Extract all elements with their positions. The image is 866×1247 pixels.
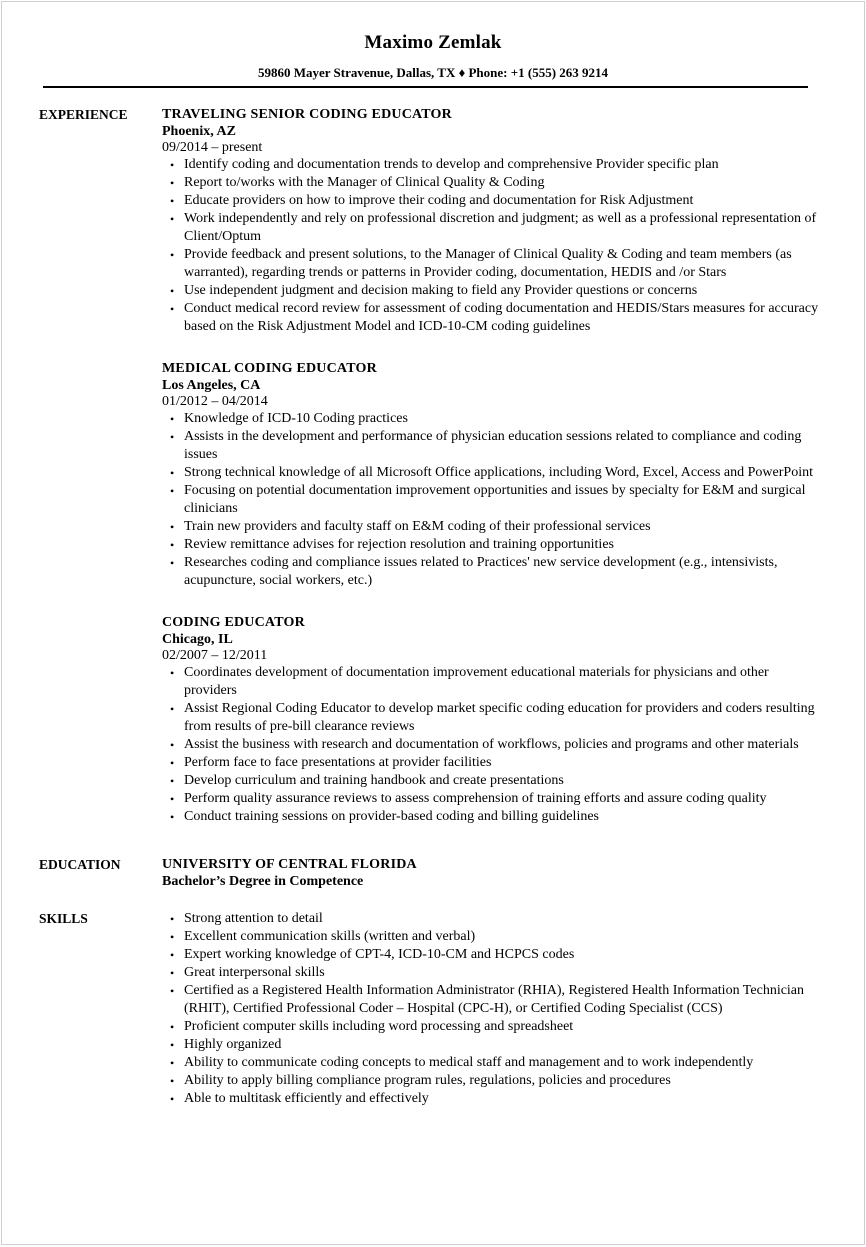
list-item: • Expert working knowledge of CPT-4, ICD-10-CM and HCPCS codes [162, 946, 824, 964]
list-item: • Focusing on potential documentation improvement opportunities and issues by specialty for E&M and surgical clinicians [162, 482, 824, 518]
school-name: UNIVERSITY OF CENTRAL FLORIDA [162, 857, 417, 872]
list-item: • Perform face to face presentations at provider facilities [162, 754, 824, 772]
contact-line: 59860 Mayer Stravenue, Dallas, TX ♦ Phone: +1 (555) 263 9214 [257, 65, 609, 80]
job-entry [162, 614, 824, 826]
list-item: • Certified as a Registered Health Information Administrator (RHIA), Registered Health Information Technician (RHIT), Certified Professional Coder – Hospital (CPC-H), or Certified Coding Specialist (CCS) [162, 982, 824, 1018]
list-item: • Researches coding and compliance issues related to Practices' new service development (e.g., intensivists, acupuncture, social workers, etc.) [162, 554, 824, 590]
skills-section [2, 910, 864, 1108]
list-item: • Identify coding and documentation trends to develop and comprehensive Provider specific plan [162, 156, 824, 174]
experience-label: EXPERIENCE [39, 107, 128, 122]
job-entry [162, 360, 824, 590]
job-bullets [162, 664, 824, 826]
list-item: • Strong attention to detail [162, 910, 824, 928]
skills-label: SKILLS [39, 911, 88, 926]
job-title: CODING EDUCATOR [162, 615, 305, 630]
list-item: • Train new providers and faculty staff on E&M coding of their professional services [162, 518, 824, 536]
header-divider [43, 86, 808, 88]
list-item: • Perform quality assurance reviews to assess comprehension of training efforts and assure coding quality [162, 790, 824, 808]
job-dates: 02/2007 – 12/2011 [162, 648, 268, 663]
job-bullets [162, 156, 824, 336]
job-dates: 01/2012 – 04/2014 [162, 394, 268, 409]
job-title: MEDICAL CODING EDUCATOR [162, 361, 377, 376]
list-item: • Report to/works with the Manager of Clinical Quality & Coding [162, 174, 824, 192]
list-item: • Ability to communicate coding concepts to medical staff and management and to work independently [162, 1054, 824, 1072]
list-item: • Assist Regional Coding Educator to develop market specific coding education for providers and coders resulting from results of pre-bill clearance reviews [162, 700, 824, 736]
list-item: • Highly organized [162, 1036, 824, 1054]
education-label: EDUCATION [39, 857, 121, 872]
list-item: • Educate providers on how to improve their coding and documentation for Risk Adjustment [162, 192, 824, 210]
job-title: TRAVELING SENIOR CODING EDUCATOR [162, 107, 452, 122]
job-bullets [162, 410, 824, 590]
job-dates: 09/2014 – present [162, 140, 263, 155]
resume-page [1, 1, 865, 1245]
resume-header [2, 2, 864, 81]
job-location: Chicago, IL [162, 632, 233, 647]
experience-section [2, 106, 864, 826]
list-item: • Use independent judgment and decision making to field any Provider questions or concerns [162, 282, 824, 300]
list-item: • Strong technical knowledge of all Microsoft Office applications, including Word, Excel, Access and PowerPoint [162, 464, 824, 482]
list-item: • Proficient computer skills including word processing and spreadsheet [162, 1018, 824, 1036]
list-item: • Conduct medical record review for assessment of coding documentation and HEDIS/Stars measures for accuracy based on the Risk Adjustment Model and ICD-10-CM coding guidelines [162, 300, 824, 336]
job-entry [162, 106, 824, 336]
list-item: • Knowledge of ICD-10 Coding practices [162, 410, 824, 428]
list-item: • Work independently and rely on professional discretion and judgment; as well as a professional representation of Client/Optum [162, 210, 824, 246]
degree: Bachelor’s Degree in Competence [162, 874, 364, 889]
list-item: • Assist the business with research and documentation of workflows, policies and programs and other materials [162, 736, 824, 754]
education-section [2, 856, 864, 890]
list-item: • Coordinates development of documentation improvement educational materials for physicians and other providers [162, 664, 824, 700]
list-item: • Assists in the development and performance of physician education sessions related to compliance and coding issues [162, 428, 824, 464]
job-location: Phoenix, AZ [162, 124, 236, 139]
list-item: • Excellent communication skills (written and verbal) [162, 928, 824, 946]
list-item: • Review remittance advises for rejection resolution and training opportunities [162, 536, 824, 554]
job-location: Los Angeles, CA [162, 378, 261, 393]
list-item: • Conduct training sessions on provider-based coding and billing guidelines [162, 808, 824, 826]
list-item: • Develop curriculum and training handbook and create presentations [162, 772, 824, 790]
list-item: • Ability to apply billing compliance program rules, regulations, policies and procedures [162, 1072, 824, 1090]
list-item: • Great interpersonal skills [162, 964, 824, 982]
list-item: • Able to multitask efficiently and effectively [162, 1090, 824, 1108]
candidate-name: Maximo Zemlak [364, 32, 502, 53]
list-item: • Provide feedback and present solutions, to the Manager of Clinical Quality & Coding and team members (as warranted), regarding trends or patterns in Provider coding, documentation, HEDIS and /or Stars [162, 246, 824, 282]
skills-list [162, 910, 824, 1108]
